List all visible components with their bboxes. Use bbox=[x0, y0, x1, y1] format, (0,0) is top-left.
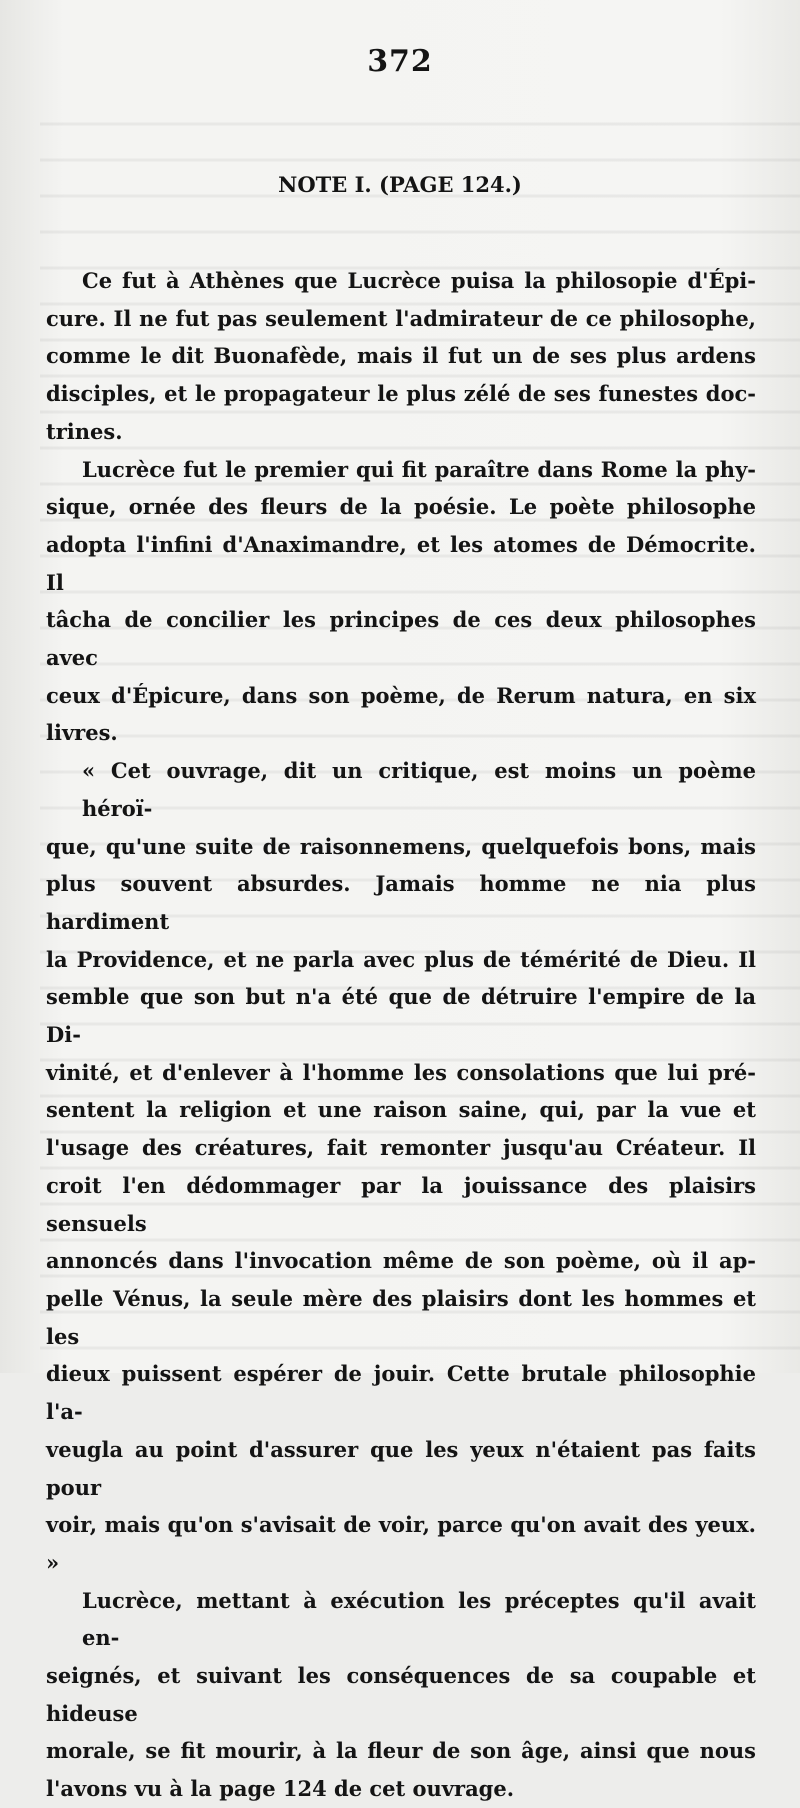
text-line: tâcha de concilier les principes de ces deux philosophes avec bbox=[46, 607, 756, 671]
text-line: dieux puissent espérer de jouir. Cette brutale philosophie l'a- bbox=[46, 1361, 756, 1425]
paragraph-2 bbox=[46, 451, 756, 753]
text-line: la Providence, et ne parla avec plus de témérité de Dieu. Il bbox=[46, 946, 756, 972]
note-heading: NOTE I. (PAGE 124.) bbox=[278, 172, 522, 197]
text-line: l'avons vu à la page 124 de cet ouvrage. bbox=[46, 1776, 515, 1802]
page-number: 372 bbox=[367, 44, 433, 79]
text-line: semble que son but n'a été que de détruire l'empire de la Di- bbox=[46, 984, 756, 1048]
text-line: Lucrèce fut le premier qui fit paraître dans Rome la phy- bbox=[82, 456, 756, 482]
text-line: pelle Vénus, la seule mère des plaisirs dont les hommes et les bbox=[46, 1285, 756, 1349]
text-line: Lucrèce, mettant à exécution les préceptes qu'il avait en- bbox=[82, 1587, 756, 1651]
text-line: comme le dit Buonafède, mais il fut un de ses plus ardens bbox=[46, 343, 756, 369]
text-line: « Cet ouvrage, dit un critique, est moins un poème héroï- bbox=[82, 758, 756, 821]
text-line: veugla au point d'assurer que les yeux n'étaient pas faits pour bbox=[46, 1436, 756, 1500]
text-line: trines. bbox=[46, 418, 123, 444]
text-line: annoncés dans l'invocation même de son poème, où il ap- bbox=[46, 1248, 756, 1274]
text-line: seignés, et suivant les conséquences de sa coupable et hideuse bbox=[46, 1663, 756, 1726]
text-line: disciples, et le propagateur le plus zélé de ses funestes doc- bbox=[46, 381, 756, 407]
text-line: adopta l'infini d'Anaximandre, et les atomes de Démocrite. Il bbox=[46, 531, 756, 595]
text-line: vinité, et d'enlever à l'homme les consolations que lui pré- bbox=[46, 1059, 756, 1085]
text-line: sentent la religion et une raison saine, qui, par la vue et bbox=[46, 1097, 756, 1123]
text-line: morale, se fit mourir, à la fleur de son âge, ainsi que nous bbox=[46, 1738, 756, 1764]
paragraph-4 bbox=[46, 1582, 756, 1808]
text-line: voir, mais qu'on s'avisait de voir, parce qu'on avait des yeux. » bbox=[46, 1512, 756, 1575]
paragraph-3-quotation bbox=[46, 752, 756, 1581]
text-line: ceux d'Épicure, dans son poème, de Rerum natura, en six bbox=[46, 682, 756, 708]
text-line: livres. bbox=[46, 720, 118, 746]
text-line: l'usage des créatures, fait remonter jusqu'au Créateur. Il bbox=[46, 1135, 756, 1161]
text-line: cure. Il ne fut pas seulement l'admirateur de ce philosophe, bbox=[46, 305, 756, 331]
text-line: sique, ornée des fleurs de la poésie. Le poète philosophe bbox=[46, 494, 756, 520]
text-line: croit l'en dédommager par la jouissance des plaisirs sensuels bbox=[46, 1172, 756, 1236]
body-text bbox=[46, 262, 756, 1808]
paragraph-1 bbox=[46, 262, 756, 451]
text-line: plus souvent absurdes. Jamais homme ne nia plus hardiment bbox=[46, 871, 756, 934]
text-line: Ce fut à Athènes que Lucrèce puisa la philosopie d'Épi- bbox=[82, 268, 756, 293]
text-line: que, qu'une suite de raisonnemens, quelquefois bons, mais bbox=[46, 833, 756, 859]
